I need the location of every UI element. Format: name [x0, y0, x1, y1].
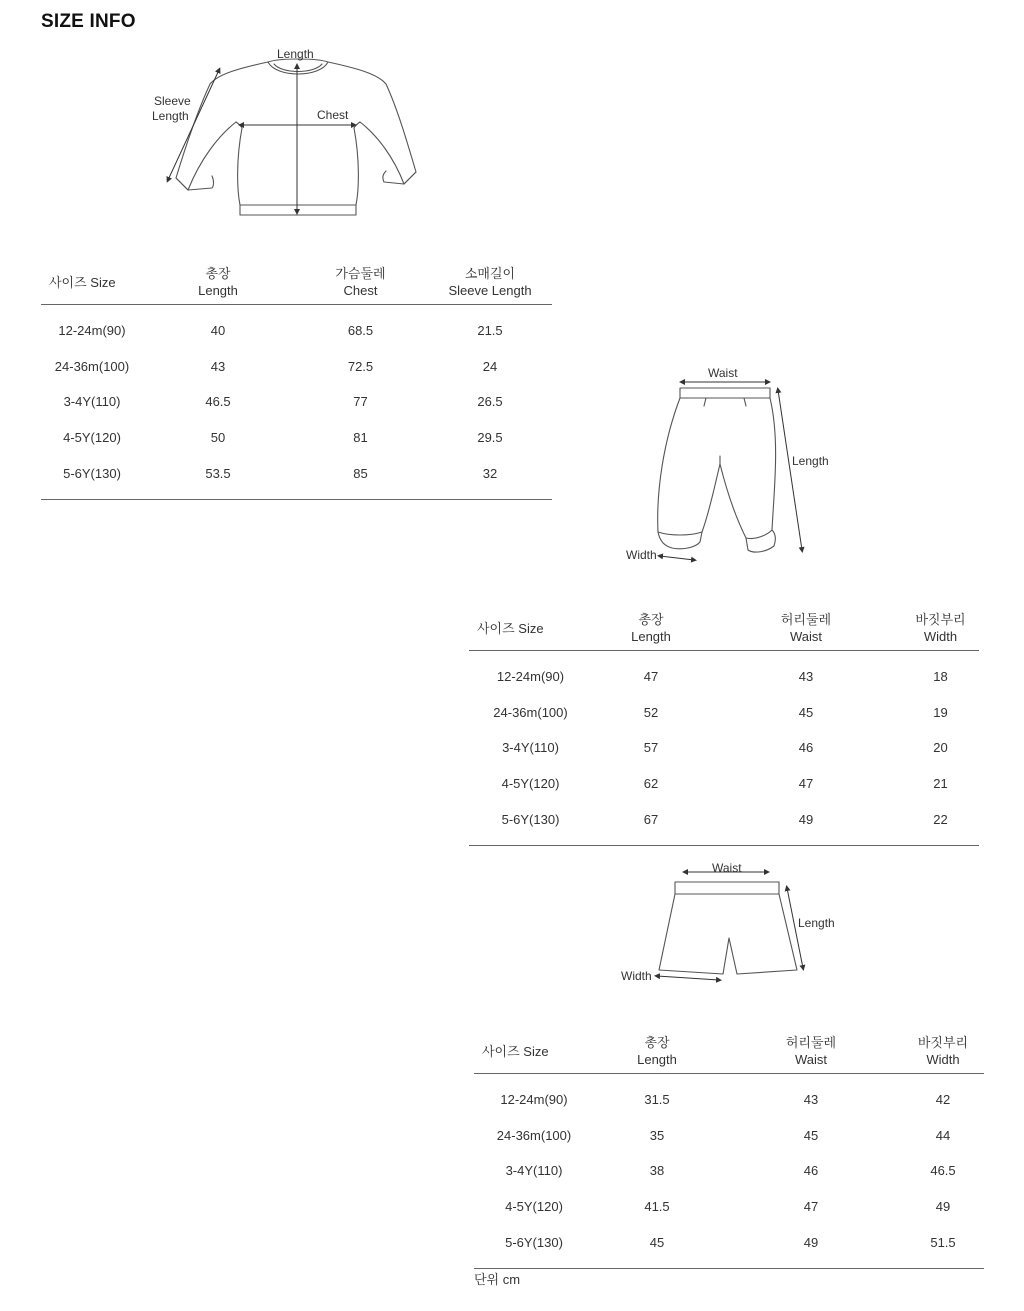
width-cell: 22 — [902, 801, 979, 845]
waist-cell: 43 — [798, 669, 814, 685]
chest-cell: 68.5 — [347, 323, 374, 339]
sleeve-length-arrow — [168, 70, 219, 180]
header-waist: 허리둘레 Waist — [720, 1029, 902, 1074]
width-cell: 44 — [935, 1127, 951, 1143]
length-cell: 43 — [210, 358, 226, 374]
sleeve-cell: 24 — [482, 358, 498, 374]
header-width: 바짓부리 Width — [902, 606, 979, 651]
length-cell: 31.5 — [644, 1092, 670, 1108]
width-label: Width — [621, 969, 652, 983]
width-label: Width — [626, 548, 657, 562]
chest-label: Chest — [317, 108, 349, 122]
length-cell: 50 — [210, 430, 226, 446]
waist-cell: 49 — [710, 801, 902, 845]
width-cell: 49 — [935, 1199, 951, 1215]
size-cell: 4-5Y(120) — [63, 430, 121, 446]
chest-cell: 85 — [293, 455, 428, 499]
waist-label: Waist — [708, 366, 738, 380]
length-cell: 38 — [649, 1163, 665, 1179]
width-arrow — [657, 976, 719, 980]
table-row — [469, 651, 979, 695]
width-cell: 42 — [935, 1092, 951, 1108]
chest-cell: 72.5 — [347, 358, 374, 374]
waist-cell: 47 — [798, 776, 814, 792]
shorts-diagram — [615, 858, 845, 990]
length-cell: 53.5 — [143, 455, 293, 499]
table-row — [41, 349, 552, 385]
size-cell: 3-4Y(110) — [63, 394, 121, 410]
shorts-outline — [659, 882, 797, 974]
width-cell: 18 — [933, 669, 948, 685]
header-size: 사이즈 Size — [41, 260, 143, 305]
length-cell: 47 — [643, 669, 659, 685]
sleeve-label-line1: Sleeve — [154, 94, 191, 108]
size-cell: 12-24m(90) — [58, 323, 126, 339]
header-waist: 허리둘레 Waist — [710, 606, 902, 651]
length-cell: 45 — [594, 1224, 720, 1268]
header-length: 총장 Length — [143, 260, 293, 305]
header-size: 사이즈 Size — [469, 606, 592, 651]
pants-diagram — [620, 360, 840, 570]
unit-note: 단위 cm — [474, 1272, 521, 1287]
length-label: Length — [277, 47, 314, 61]
chest-cell: 77 — [353, 394, 368, 410]
length-cell: 57 — [643, 740, 659, 756]
length-label: Length — [792, 454, 829, 468]
header-sleeve-length: 소매길이 Sleeve Length — [428, 260, 552, 305]
header-length: 총장 Length — [594, 1029, 720, 1074]
table-row — [474, 1074, 984, 1118]
length-cell: 52 — [643, 704, 659, 720]
table-row — [41, 305, 552, 349]
length-cell: 35 — [649, 1127, 665, 1143]
table-row — [41, 455, 552, 499]
width-cell: 46.5 — [930, 1163, 956, 1179]
table-header-row — [474, 1029, 984, 1074]
top-garment-diagram — [140, 40, 440, 225]
length-cell: 62 — [643, 776, 659, 792]
length-cell: 40 — [210, 323, 226, 339]
table-row — [41, 420, 552, 456]
size-cell: 4-5Y(120) — [501, 776, 560, 792]
sleeve-label-line2: Length — [152, 109, 189, 123]
size-cell: 24-36m(100) — [496, 1127, 572, 1143]
length-label: Length — [798, 916, 835, 930]
width-cell: 21 — [933, 776, 948, 792]
header-width: 바짓부리 Width — [902, 1029, 984, 1074]
size-cell: 12-24m(90) — [496, 669, 565, 685]
waist-cell: 43 — [803, 1092, 819, 1108]
width-cell: 19 — [933, 704, 948, 720]
size-cell: 5-6Y(130) — [41, 455, 143, 499]
sleeve-cell: 32 — [428, 455, 552, 499]
table-header-row — [41, 260, 552, 305]
width-cell: 51.5 — [902, 1224, 984, 1268]
table-row — [474, 1153, 984, 1189]
length-cell: 67 — [592, 801, 710, 845]
waist-cell: 46 — [798, 740, 814, 756]
sweatshirt-outline — [176, 59, 416, 215]
length-cell: 41.5 — [644, 1199, 670, 1215]
table-row — [469, 801, 979, 845]
page-title: SIZE INFO — [41, 11, 136, 32]
pants-size-table — [469, 606, 979, 846]
table-header-row — [469, 606, 979, 651]
top-size-table — [41, 260, 552, 500]
table-row — [469, 766, 979, 802]
chest-cell: 81 — [353, 430, 368, 446]
size-cell: 5-6Y(130) — [474, 1224, 594, 1268]
table-row — [474, 1224, 984, 1268]
pants-outline — [658, 388, 776, 552]
width-cell: 20 — [933, 740, 948, 756]
waist-cell: 49 — [720, 1224, 902, 1268]
shorts-size-table — [474, 1029, 984, 1269]
waist-cell: 47 — [803, 1199, 819, 1215]
length-cell: 46.5 — [205, 394, 231, 410]
table-row — [469, 730, 979, 766]
table-row — [474, 1118, 984, 1154]
size-cell: 4-5Y(120) — [505, 1199, 563, 1215]
header-length: 총장 Length — [592, 606, 710, 651]
sleeve-cell: 21.5 — [477, 323, 503, 339]
size-cell: 5-6Y(130) — [469, 801, 592, 845]
waist-cell: 46 — [803, 1163, 819, 1179]
waist-cell: 45 — [803, 1127, 819, 1143]
size-cell: 24-36m(100) — [54, 358, 130, 374]
size-cell: 24-36m(100) — [493, 704, 568, 720]
header-size: 사이즈 Size — [474, 1029, 594, 1074]
waist-label: Waist — [712, 861, 742, 875]
size-cell: 12-24m(90) — [500, 1092, 568, 1108]
sleeve-cell: 26.5 — [477, 394, 503, 410]
waist-cell: 45 — [798, 704, 814, 720]
table-row — [474, 1189, 984, 1225]
width-arrow — [660, 556, 694, 560]
table-row — [41, 384, 552, 420]
length-arrow — [778, 390, 802, 550]
sleeve-cell: 29.5 — [477, 430, 503, 446]
size-cell: 3-4Y(110) — [502, 740, 559, 756]
header-chest: 가슴둘레 Chest — [293, 260, 428, 305]
size-cell: 3-4Y(110) — [505, 1163, 563, 1179]
table-row — [469, 695, 979, 731]
